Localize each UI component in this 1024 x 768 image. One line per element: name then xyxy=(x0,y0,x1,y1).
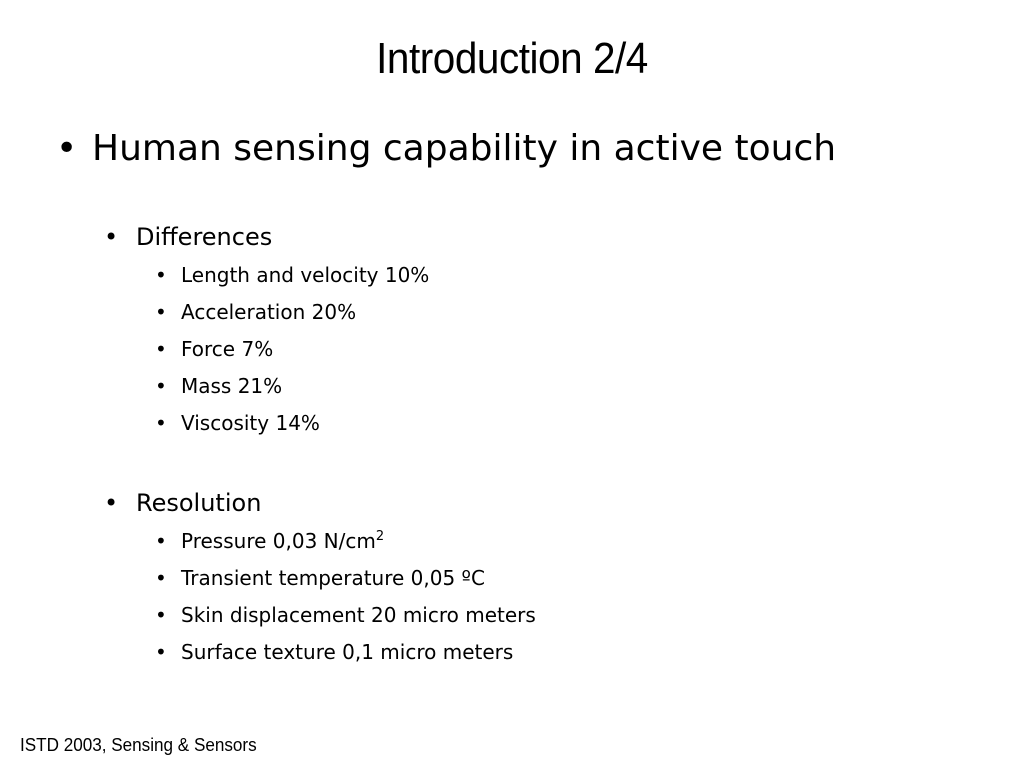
list-item-text: Force 7% xyxy=(181,337,274,361)
list-item xyxy=(155,528,384,554)
slide-footer: ISTD 2003, Sensing & Sensors xyxy=(20,735,257,755)
main-bullet xyxy=(56,127,836,171)
bullet-icon: • xyxy=(155,411,167,435)
list-item-text: Acceleration 20% xyxy=(181,300,357,324)
bullet-icon: • xyxy=(155,263,167,287)
list-item-text: Surface texture 0,1 micro meters xyxy=(181,640,514,664)
section-heading-differences xyxy=(104,222,272,252)
main-bullet-text: Human sensing capability in active touch xyxy=(92,128,837,169)
list-item-text: Skin displacement 20 micro meters xyxy=(181,603,536,627)
list-item-text: Viscosity 14% xyxy=(181,411,320,435)
bullet-icon: • xyxy=(104,223,119,251)
list-item-text: Mass 21% xyxy=(181,374,283,398)
bullet-icon: • xyxy=(155,374,167,398)
list-item xyxy=(155,565,485,591)
slide-title: Introduction 2/4 xyxy=(376,34,648,83)
bullet-icon: • xyxy=(155,529,167,553)
bullet-icon: • xyxy=(155,337,167,361)
list-item xyxy=(155,262,429,288)
bullet-icon: • xyxy=(155,566,167,590)
pressure-text: Pressure 0,03 N/cm xyxy=(181,529,376,553)
bullet-icon: • xyxy=(104,489,119,517)
bullet-icon: • xyxy=(155,603,167,627)
section-heading-text: Resolution xyxy=(136,489,262,517)
section-heading-resolution xyxy=(104,488,261,518)
bullet-icon: • xyxy=(155,640,167,664)
list-item xyxy=(155,336,273,362)
list-item xyxy=(155,639,513,665)
bullet-icon: • xyxy=(56,128,78,169)
section-heading-text: Differences xyxy=(136,223,273,251)
list-item-text: Transient temperature 0,05 ºC xyxy=(181,566,485,590)
list-item-text: Length and velocity 10% xyxy=(181,263,430,287)
list-item-text-pressure xyxy=(181,528,384,554)
list-item xyxy=(155,410,320,436)
pressure-superscript: 2 xyxy=(375,529,385,544)
list-item xyxy=(155,602,536,628)
list-item xyxy=(155,373,282,399)
bullet-icon: • xyxy=(155,300,167,324)
list-item xyxy=(155,299,356,325)
